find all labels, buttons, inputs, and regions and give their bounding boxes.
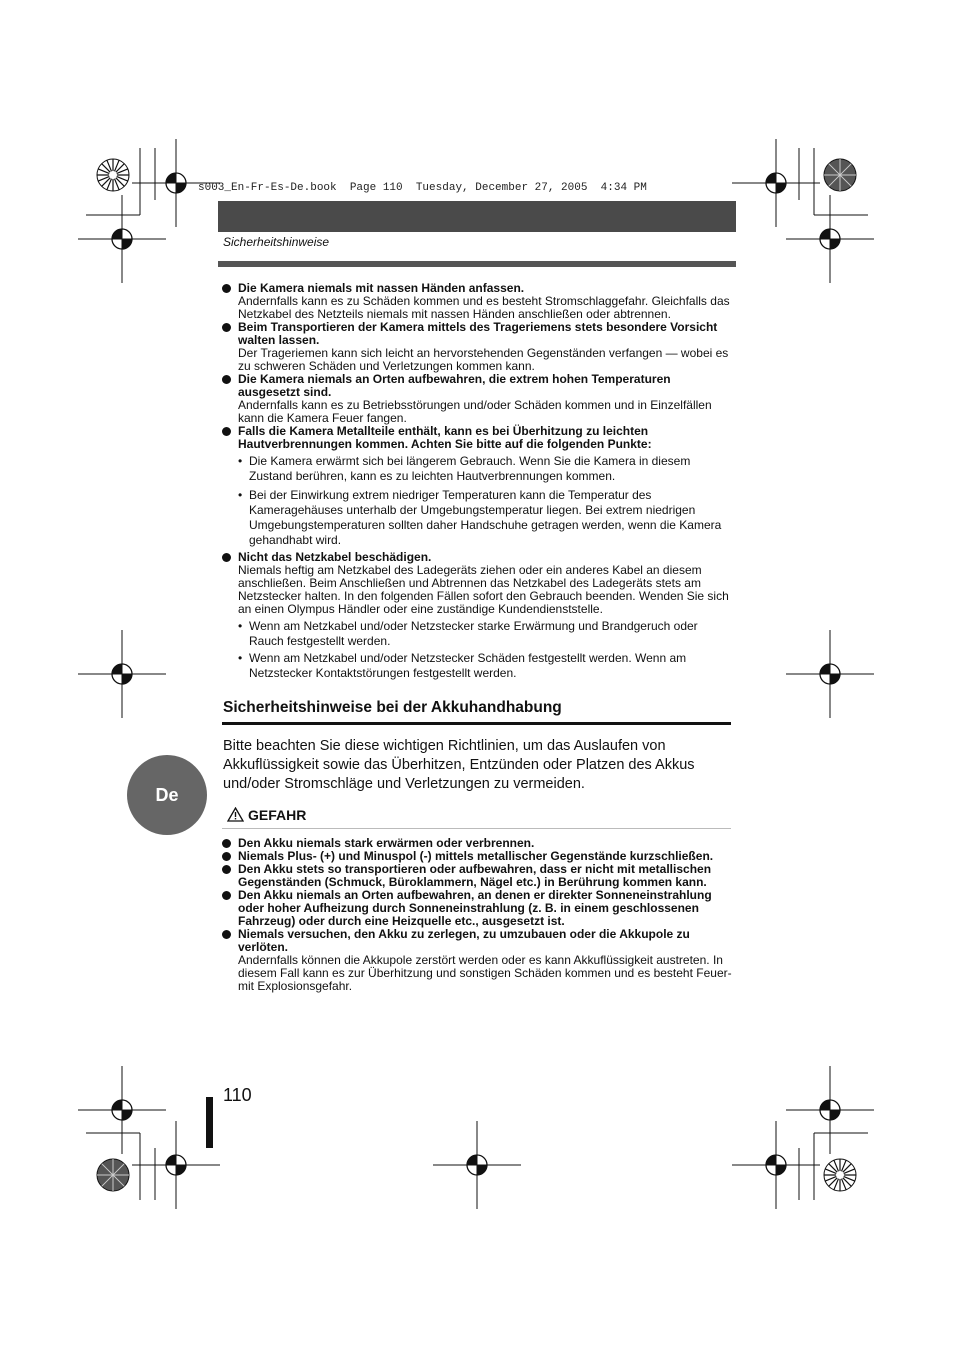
bullet-icon [222,375,231,384]
warning-icon [227,807,244,822]
list-item [222,373,732,425]
sub-item: • Wenn am Netzkabel und/oder Netzstecker Schäden festgestellt werden. Wenn am Netzstecker Kontaktstörungen festgestellt werden. [238,651,687,680]
list-item [222,889,732,928]
danger-list [222,837,732,993]
danger-label-row [227,807,306,823]
item-text: Der Trageriemen kann sich leicht an hervorstehenden Gegenständen verfangen — wobei es zu schweren Schäden und Verletzungen kommen kann. [238,346,729,373]
bullet-icon [222,284,231,293]
item-text: Andernfalls kann es zu Betriebsstörungen und/oder Schäden kommen und in Einzelfällen kann die Kamera Feuer fangen. [238,398,712,425]
item-heading: Den Akku stets so transportieren oder aufbewahren, dass er nicht mit metallischen Gegenständen (Schmuck, Büroklammern, Nägel etc.) in Berührung kommen kann. [238,862,712,889]
danger-label: GEFAHR [248,807,307,823]
list-item [222,425,732,548]
bullet-icon [222,839,231,848]
sub-item: • Wenn am Netzkabel und/oder Netzstecker starke Erwärmung und Brandgeruch oder Rauch festgestellt werden. [238,619,698,648]
item-text: Niemals heftig am Netzkabel des Ladegeräts ziehen oder ein anderes Kabel an diesem anschließen. Beim Anschließen und Abtrennen das Netzkabel des Ladegeräts stets am Netzstecker halten. In den folgenden Fällen sofort den Gebrauch beenden. Wenden Sie sich an einen Olympus Händler oder eine zuständige Kundendienststelle. [238,563,729,616]
bullet-icon [222,553,231,562]
item-heading: Die Kamera niemals an Orten aufbewahren, die extrem hohen Temperaturen ausgesetzt sind. [238,372,671,399]
sub-item-text: Wenn am Netzkabel und/oder Netzstecker starke Erwärmung und Brandgeruch oder Rauch festgestellt werden. [249,619,698,648]
item-heading: Die Kamera niemals mit nassen Händen anfassen. [238,281,525,295]
sub-item: • Bei der Einwirkung extrem niedriger Temperaturen kann die Temperatur des Kameragehäuses unterhalb der Umgebungstemperatur liegen. Bei extrem niedrigen Umgebungstemperaturen sollten daher Handschuhe getragen werden, wenn die Kamera gehandhabt wird. [238,488,722,547]
heading-rule [222,722,731,725]
sub-item-text: Die Kamera erwärmt sich bei längerem Gebrauch. Wenn Sie die Kamera in diesem Zustand berühren, kann es zu leichten Hautverbrennungen kommen. [249,454,691,483]
item-heading: Falls die Kamera Metallteile enthält, kann es bei Überhitzung zu leichten Hautverbrennungen kommen. Achten Sie bitte auf die folgenden Punkte: [238,424,652,451]
sub-item: • Die Kamera erwärmt sich bei längerem Gebrauch. Wenn Sie die Kamera in diesem Zustand berühren, kann es zu leichten Hautverbrennungen kommen. [238,454,691,483]
bullet-icon [222,427,231,436]
bullet-icon [222,852,231,861]
list-item [222,321,732,373]
item-heading: Niemals versuchen, den Akku zu zerlegen, zu umzubauen oder die Akkupole zu verlöten. [238,927,690,954]
item-heading: Den Akku niemals an Orten aufbewahren, an denen er direkter Sonneneinstrahlung oder hoher Aufheizung durch Sonneneinstrahlung (z. B. in einem geschlossenen Fahrzeug) oder durch eine Heizquelle etc., ausgesetzt ist. [238,888,712,928]
sub-item-text: Wenn am Netzkabel und/oder Netzstecker Schäden festgestellt werden. Wenn am Netzstecker Kontaktstörungen festgestellt werden. [249,651,687,680]
bullet-icon [222,323,231,332]
language-tab: De [127,755,207,835]
item-text: Andernfalls können die Akkupole zerstört werden oder es kann Akkuflüssigkeit austreten. In diesem Fall kann es zur Überhitzung und sonstigen Schäden kommen und es besteht Feuer- mit Explosionsgefahr. [238,953,732,993]
page-number-bar [206,1097,213,1148]
battery-intro: Bitte beachten Sie diese wichtigen Richtlinien, um das Auslaufen von Akkuflüssigkeit sowie das Überhitzen, Entzünden oder Platzen des Akkus und/oder Stromschläge und Verletzungen zu vermeiden. [223,738,695,792]
danger-rule [222,828,731,829]
list-item [222,282,732,321]
section-label: Sicherheitshinweise [223,235,330,249]
page-number: 110 [223,1085,252,1105]
item-heading: Niemals Plus- (+) und Minuspol (-) mittels metallischer Gegenstände kurzschließen. [238,849,714,863]
sub-item-text: Bei der Einwirkung extrem niedriger Temperaturen kann die Temperatur des Kameragehäuses unterhalb der Umgebungstemperatur liegen. Bei extrem niedrigen Umgebungstemperaturen sollten daher Handschuhe getragen werden, wenn die Kamera gehandhabt wird. [249,488,722,547]
battery-heading: Sicherheitshinweise bei der Akkuhandhabung [223,699,562,716]
bullet-icon [222,865,231,874]
header-rule [218,261,736,267]
bullet-icon [222,930,231,939]
print-slug: s003_En-Fr-Es-De.book Page 110 Tuesday, December 27, 2005 4:34 PM [198,182,647,194]
list-item [222,928,732,993]
item-heading: Nicht das Netzkabel beschädigen. [238,550,432,564]
caution-list [222,282,732,681]
header-bar [218,201,736,232]
list-item [222,551,732,681]
item-heading: Beim Transportieren der Kamera mittels des Trageriemens stets besondere Vorsicht walten lassen. [238,320,718,347]
list-item [222,863,732,889]
bullet-icon [222,891,231,900]
item-text: Andernfalls kann es zu Schäden kommen und es besteht Stromschlaggefahr. Gleichfalls das Netzkabel des Netzteils niemals mit nassen Händen anschließen oder abtrennen. [238,294,730,321]
item-heading: Den Akku niemals stark erwärmen oder verbrennen. [238,836,535,850]
